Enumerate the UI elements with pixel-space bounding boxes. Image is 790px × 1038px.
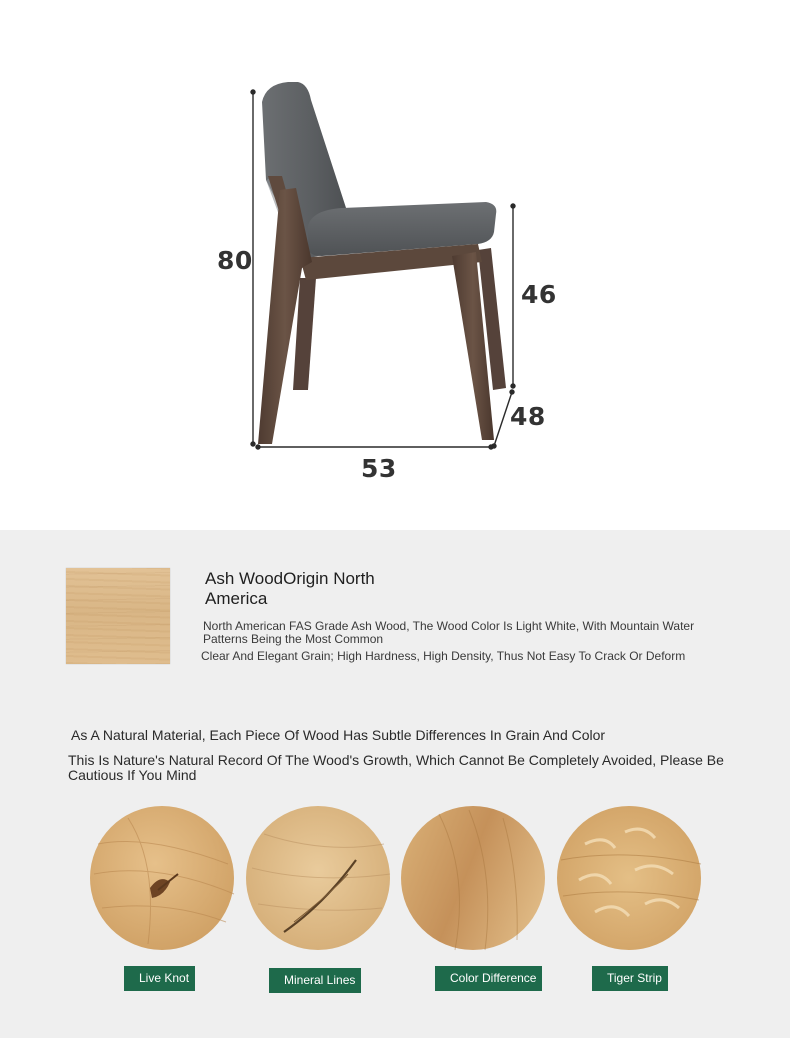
dimension-height-label: 80: [217, 246, 253, 275]
sample-mineral-lines-image: [244, 804, 394, 954]
dimension-width-label: 53: [361, 454, 397, 483]
sample-live-knot-image: [88, 804, 238, 954]
sample-tiger-strip-image: [555, 804, 705, 954]
material-description-2: Clear And Elegant Grain; High Hardness, High Density, Thus Not Easy To Crack Or Deform: [201, 649, 686, 663]
sample-color-difference-image: [399, 804, 549, 954]
material-description-1: North American FAS Grade Ash Wood, The Wood Color Is Light White, With Mountain Water Patterns Being the Most Common: [203, 619, 695, 646]
natural-variation-note: As A Natural Material, Each Piece Of Wood Has Subtle Differences In Grain And Color: [71, 727, 606, 743]
tag-color-difference: Color Difference: [435, 966, 542, 991]
material-section: [0, 530, 790, 1038]
tag-tiger-strip: Tiger Strip: [592, 966, 668, 991]
natural-record-note: This Is Nature's Natural Record Of The Wood's Growth, Which Cannot Be Completely Avoided, Please Be Cautious If You Mind: [68, 752, 724, 783]
tag-live-knot: Live Knot: [124, 966, 195, 991]
ash-wood-swatch: [66, 568, 170, 664]
dimension-depth-label: 48: [510, 402, 546, 431]
tag-mineral-lines: Mineral Lines: [269, 968, 361, 993]
dimension-seat-height-label: 46: [521, 280, 557, 309]
material-title: Ash WoodOrigin North America: [205, 569, 375, 608]
